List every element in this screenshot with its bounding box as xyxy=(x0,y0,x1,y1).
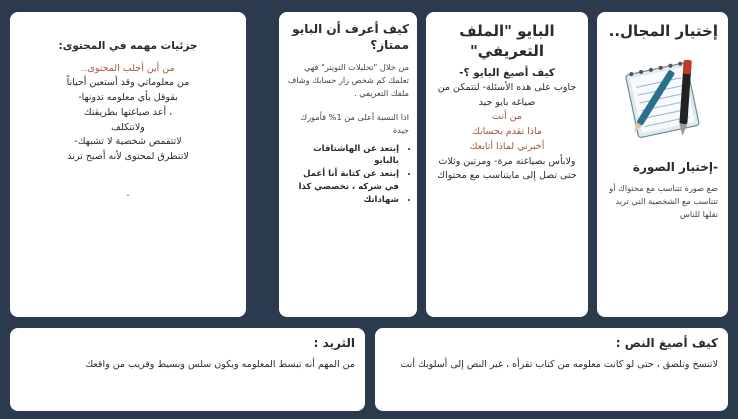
bio-title: البايو "الملف التعريفي" xyxy=(459,22,555,60)
bullet-item: • إبتعد عن كتابة أنا أعمل في شركه ، تخصصي كذا xyxy=(287,168,399,193)
thread-title: الثريد : xyxy=(313,336,355,350)
good-bio-bullets xyxy=(287,143,409,207)
details-card xyxy=(10,12,246,317)
bio-question-who: من أنت xyxy=(492,111,522,123)
good-bio-para1: من خلال "تحليلات التويتر" فهي تعلمك كم شخص زار حسابك وشاف ملفك التعريفي . xyxy=(287,62,409,99)
bio-subtitle: كيف أصيغ البايو ؟- xyxy=(459,67,555,79)
photo-title: -إختيار الصورة xyxy=(632,159,718,174)
details-line: ولاتتكلف xyxy=(111,121,145,133)
details-line: لاتتقمص شخصية لا تشبهك- xyxy=(74,136,182,148)
details-line: ، أعد صياغتها بطريقتك xyxy=(83,106,173,118)
good-bio-title: كيف أعرف أن البايو ممتاز؟ xyxy=(292,22,409,52)
write-title: كيف أصيغ النص : xyxy=(615,336,718,350)
field-card xyxy=(597,12,728,317)
good-bio-card xyxy=(279,12,417,317)
thread-card xyxy=(10,328,365,411)
photo-text: ضع صورة تتناسب مع محتواك أو تتناسب مع الشخصية التي تريد نقلها للناس xyxy=(609,182,718,219)
details-line: من معلوماتي وقد أستعين أحياناً xyxy=(66,77,190,89)
details-line: لاتتطرق لمحتوى لأنه أصبح ترند xyxy=(67,150,189,162)
bio-question-what: ماذا تقدم بحسابك xyxy=(471,126,542,138)
good-bio-para2: اذا النسبة أعلى من 1% فأمورك جيدة xyxy=(300,111,409,135)
details-sub: من أين أجلب المحتوى.. xyxy=(81,62,175,74)
notebook-icon xyxy=(613,48,713,148)
bio-question-why: أخبرني لماذا أتابعك xyxy=(469,140,545,152)
thread-text: من المهم أنه تبسط المعلومه ويكون سلس وبسيط وقريب من واقعك xyxy=(85,358,355,370)
details-line: بقوقل بأي معلومه تدونها- xyxy=(78,92,178,104)
bullet-item: • شهاداتك xyxy=(287,194,399,206)
write-text: لاتنسخ وتلصق ، حتى لو كانت معلومه من كتاب تقرأه ، غير النص إلى أسلوبك أنت xyxy=(400,358,718,370)
bio-text1: جاوب على هذه الأسئلة- لتتمكن من صياغه بايو جيد xyxy=(437,82,577,108)
details-title: جزئيات مهمه في المحتوى: xyxy=(58,40,198,52)
bio-text2: ولابأس بصياغته مرة- ومرتين وثلاث حتى تصل إلى مايتناسب مع محتواك xyxy=(437,155,577,182)
write-card xyxy=(375,328,728,411)
bullet-item: • إبتعد عن الهاشتاقات بالبايو xyxy=(287,143,399,168)
bio-card xyxy=(426,12,588,317)
details-dot: . xyxy=(126,187,130,199)
field-title: إختيار المجال.. xyxy=(608,22,718,40)
notebook-pen-illustration xyxy=(613,48,713,148)
